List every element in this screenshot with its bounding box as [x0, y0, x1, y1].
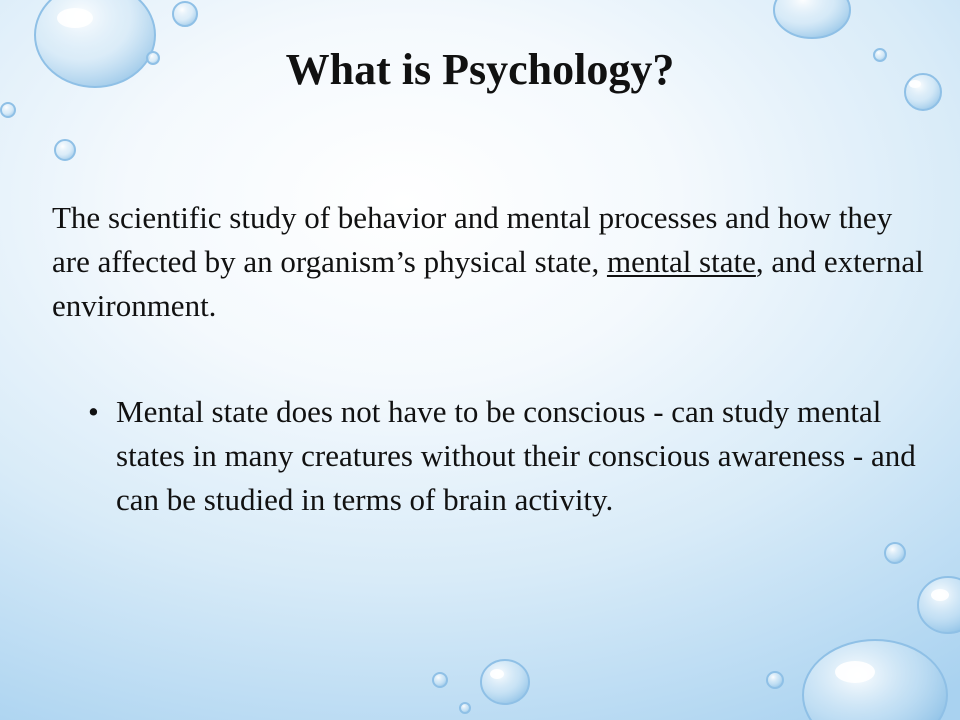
underlined-term: mental state — [606, 244, 756, 279]
water-drop — [803, 640, 947, 720]
water-drop — [918, 577, 960, 633]
water-drop-highlight — [835, 661, 875, 683]
bullet-marker: • — [88, 394, 99, 429]
water-drop — [55, 140, 75, 160]
slide-title: What is Psychology? — [285, 45, 675, 94]
bullet-list — [88, 390, 918, 522]
water-drop-highlight — [57, 8, 93, 28]
definition-text-end: , and external environment. — [52, 244, 924, 323]
water-drop-highlight — [490, 669, 504, 679]
water-drop — [774, 0, 850, 38]
bullet-item — [88, 390, 918, 522]
water-drop — [460, 703, 470, 713]
definition-text — [52, 196, 932, 328]
bullet-text: Mental state does not have to be conscious - can study mental states in many creatures without their conscious awareness - and can be studied in terms of brain activity. — [116, 394, 916, 517]
definition-text-start: The scientific study of behavior and mental processes and how they are affected by an organism’s physical state, — [52, 200, 893, 279]
water-drop — [885, 543, 905, 563]
water-drop — [1, 103, 15, 117]
water-drop — [767, 672, 783, 688]
water-drop-highlight — [931, 589, 949, 601]
water-drop — [433, 673, 447, 687]
water-drop — [481, 660, 529, 704]
water-drop — [173, 2, 197, 26]
